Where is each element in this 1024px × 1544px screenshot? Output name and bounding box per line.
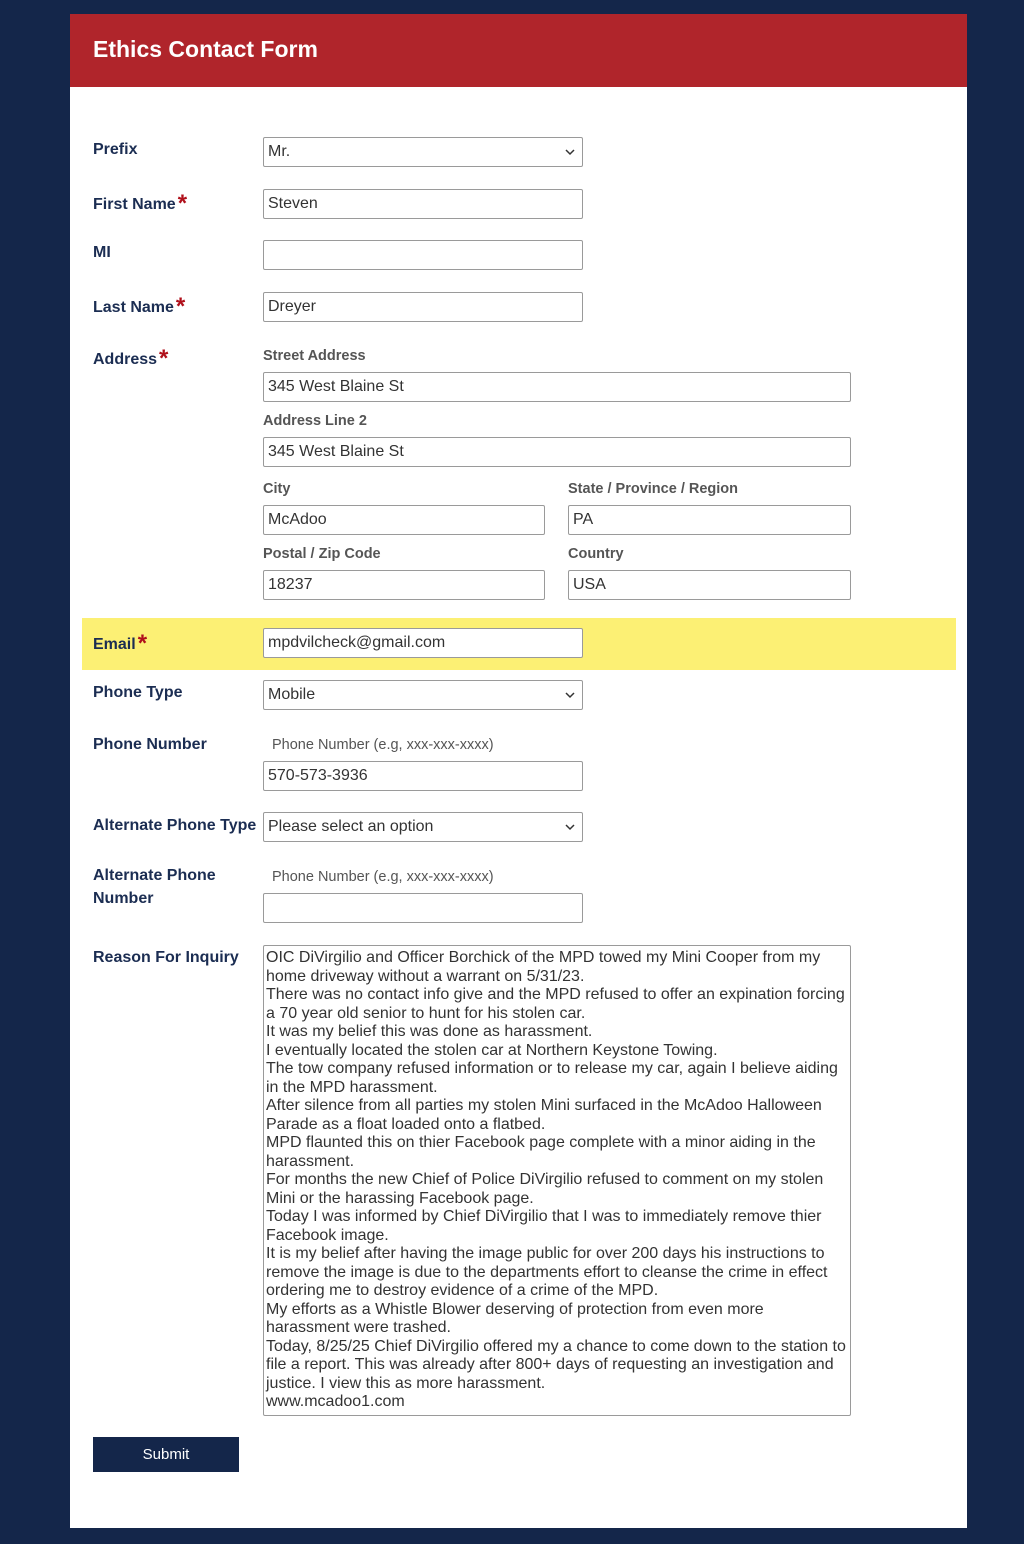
country-input[interactable]: USA <box>568 570 851 600</box>
address-label: Address* <box>93 345 169 372</box>
chevron-down-icon <box>564 689 576 701</box>
form-header <box>70 14 967 87</box>
required-asterisk: * <box>159 345 169 372</box>
street-address-input[interactable]: 345 West Blaine St <box>263 372 851 402</box>
form-title: Ethics Contact Form <box>93 36 318 62</box>
address-line2-label: Address Line 2 <box>263 413 367 429</box>
alt-phone-number-label-line2: Number <box>93 890 154 907</box>
phone-type-select-value: Mobile <box>268 686 316 703</box>
alt-phone-type-select[interactable] <box>263 812 583 842</box>
city-input[interactable]: McAdoo <box>263 505 545 535</box>
state-label: State / Province / Region <box>568 481 739 497</box>
alt-phone-number-label <box>93 864 216 910</box>
phone-type-select[interactable] <box>263 680 583 710</box>
first-name-label: First Name* <box>93 190 188 217</box>
required-asterisk: * <box>137 630 148 657</box>
prefix-select-value: Mr. <box>268 143 291 160</box>
street-address-label: Street Address <box>263 348 366 364</box>
country-label: Country <box>568 546 624 562</box>
required-asterisk: * <box>177 190 188 217</box>
prefix-label: Prefix <box>93 141 138 158</box>
alt-phone-number-hint: Phone Number (e.g, xxx-xxx-xxxx) <box>272 869 494 885</box>
phone-number-hint: Phone Number (e.g, xxx-xxx-xxxx) <box>272 737 494 753</box>
alt-phone-type-label: Alternate Phone Type <box>93 817 257 834</box>
chevron-down-icon <box>564 146 576 158</box>
last-name-label: Last Name* <box>93 293 186 320</box>
phone-number-input[interactable]: 570-573-3936 <box>263 761 583 791</box>
reason-label: Reason For Inquiry <box>93 949 239 966</box>
required-asterisk: * <box>175 293 186 320</box>
reason-textarea[interactable]: OIC DiVirgilio and Officer Borchick of the MPD towed my Mini Cooper from my home driveway without a warrant on 5/31/23. There was no contact info give and the MPD refused to offer an expination forcing a 70 year old senior to hunt for his stolen car. It was my belief this was done as harassment. I eventually located the stolen car at Northern Keystone Towing. The tow company refused information or to release my car, again I believe aiding in the MPD harassment. After silence from all parties my stolen Mini surfaced in the McAdoo Halloween Parade as a float loaded onto a flatbed. MPD flaunted this on thier Facebook page complete with a minor aiding in the harassment. For months the new Chief of Police DiVirgilio refused to comment on my stolen Mini or the harassing Facebook page. Today I was informed by Chief DiVirgilio that I was to immediately remove thier Facebook image. It is my belief after having the image public for over 200 days his instructions to remove the image is due to the departments effort to cleanse the crime in effect ordering me to destroy evidence of a crime of the MPD. My efforts as a Whistle Blower deserving of protection from even more harassment were trashed. Today, 8/25/25 Chief DiVirgilio offered my a chance to come down to the station to file a report. This was already after 800+ days of requesting an investigation and justice. I view this as more harassment. www.mcadoo1.com <box>263 945 851 1416</box>
email-label: Email* <box>93 630 148 657</box>
mi-input[interactable] <box>263 240 583 270</box>
city-label: City <box>263 481 291 497</box>
email-input[interactable]: mpdvilcheck@gmail.com <box>263 628 583 658</box>
zip-input[interactable]: 18237 <box>263 570 545 600</box>
alt-phone-type-select-value: Please select an option <box>268 818 434 835</box>
phone-number-label: Phone Number <box>93 736 207 753</box>
prefix-select[interactable] <box>263 137 583 167</box>
address-line2-input[interactable]: 345 West Blaine St <box>263 437 851 467</box>
first-name-input[interactable]: Steven <box>263 189 583 219</box>
state-input[interactable]: PA <box>568 505 851 535</box>
submit-button[interactable]: Submit <box>93 1437 239 1472</box>
last-name-input[interactable]: Dreyer <box>263 292 583 322</box>
alt-phone-number-input[interactable] <box>263 893 583 923</box>
chevron-down-icon <box>564 821 576 833</box>
mi-label: MI <box>93 244 111 261</box>
alt-phone-number-label-line1: Alternate Phone <box>93 867 216 884</box>
zip-label: Postal / Zip Code <box>263 546 381 562</box>
phone-type-label: Phone Type <box>93 684 183 701</box>
